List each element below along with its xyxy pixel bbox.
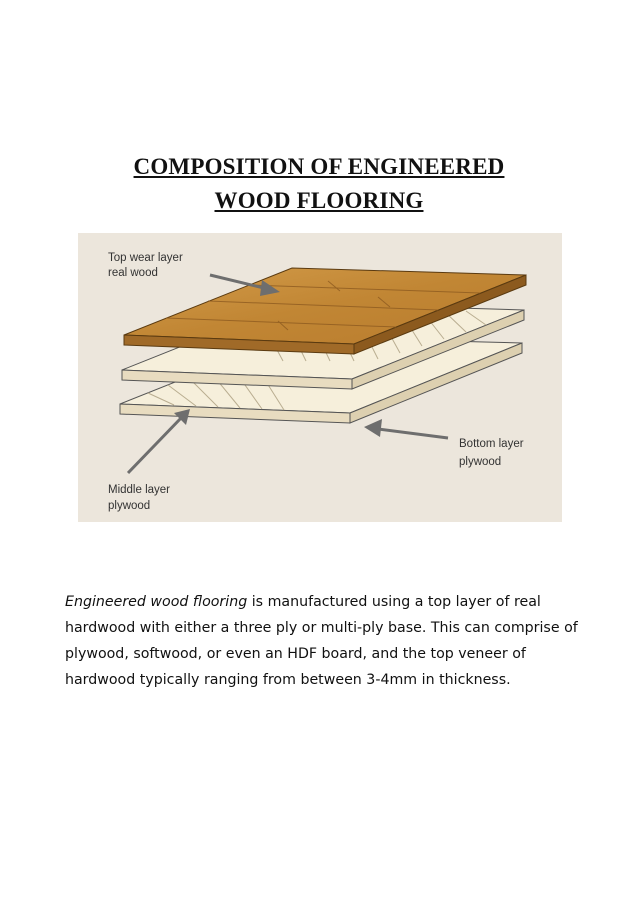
arrow-bottom	[364, 419, 448, 438]
label-middle-line2: plywood	[108, 500, 151, 512]
description-text: is manufactured using a top layer of real hardwood with either a three ply or multi-ply base. This can comprise of plywood, softwood, or even an HDF board, and the top veneer of hardwood typically ranging from between 3-4mm in thickness.	[65, 594, 578, 689]
page-title	[40, 150, 598, 218]
label-bottom-line2: plywood	[459, 456, 502, 468]
label-bottom-line1: Bottom layer	[459, 438, 524, 450]
title-line-1: COMPOSITION OF ENGINEERED	[133, 154, 505, 179]
flooring-layers-illustration	[78, 233, 562, 522]
label-middle-line1: Middle layer	[108, 484, 170, 496]
title-line-2: WOOD FLOORING	[214, 188, 424, 213]
label-top-line1: Top wear layer	[108, 252, 183, 264]
arrow-middle	[128, 409, 190, 473]
layers-svg	[78, 233, 562, 522]
label-top-line2: real wood	[108, 267, 158, 279]
description-paragraph	[65, 589, 585, 693]
description-term: Engineered wood flooring	[65, 594, 248, 611]
